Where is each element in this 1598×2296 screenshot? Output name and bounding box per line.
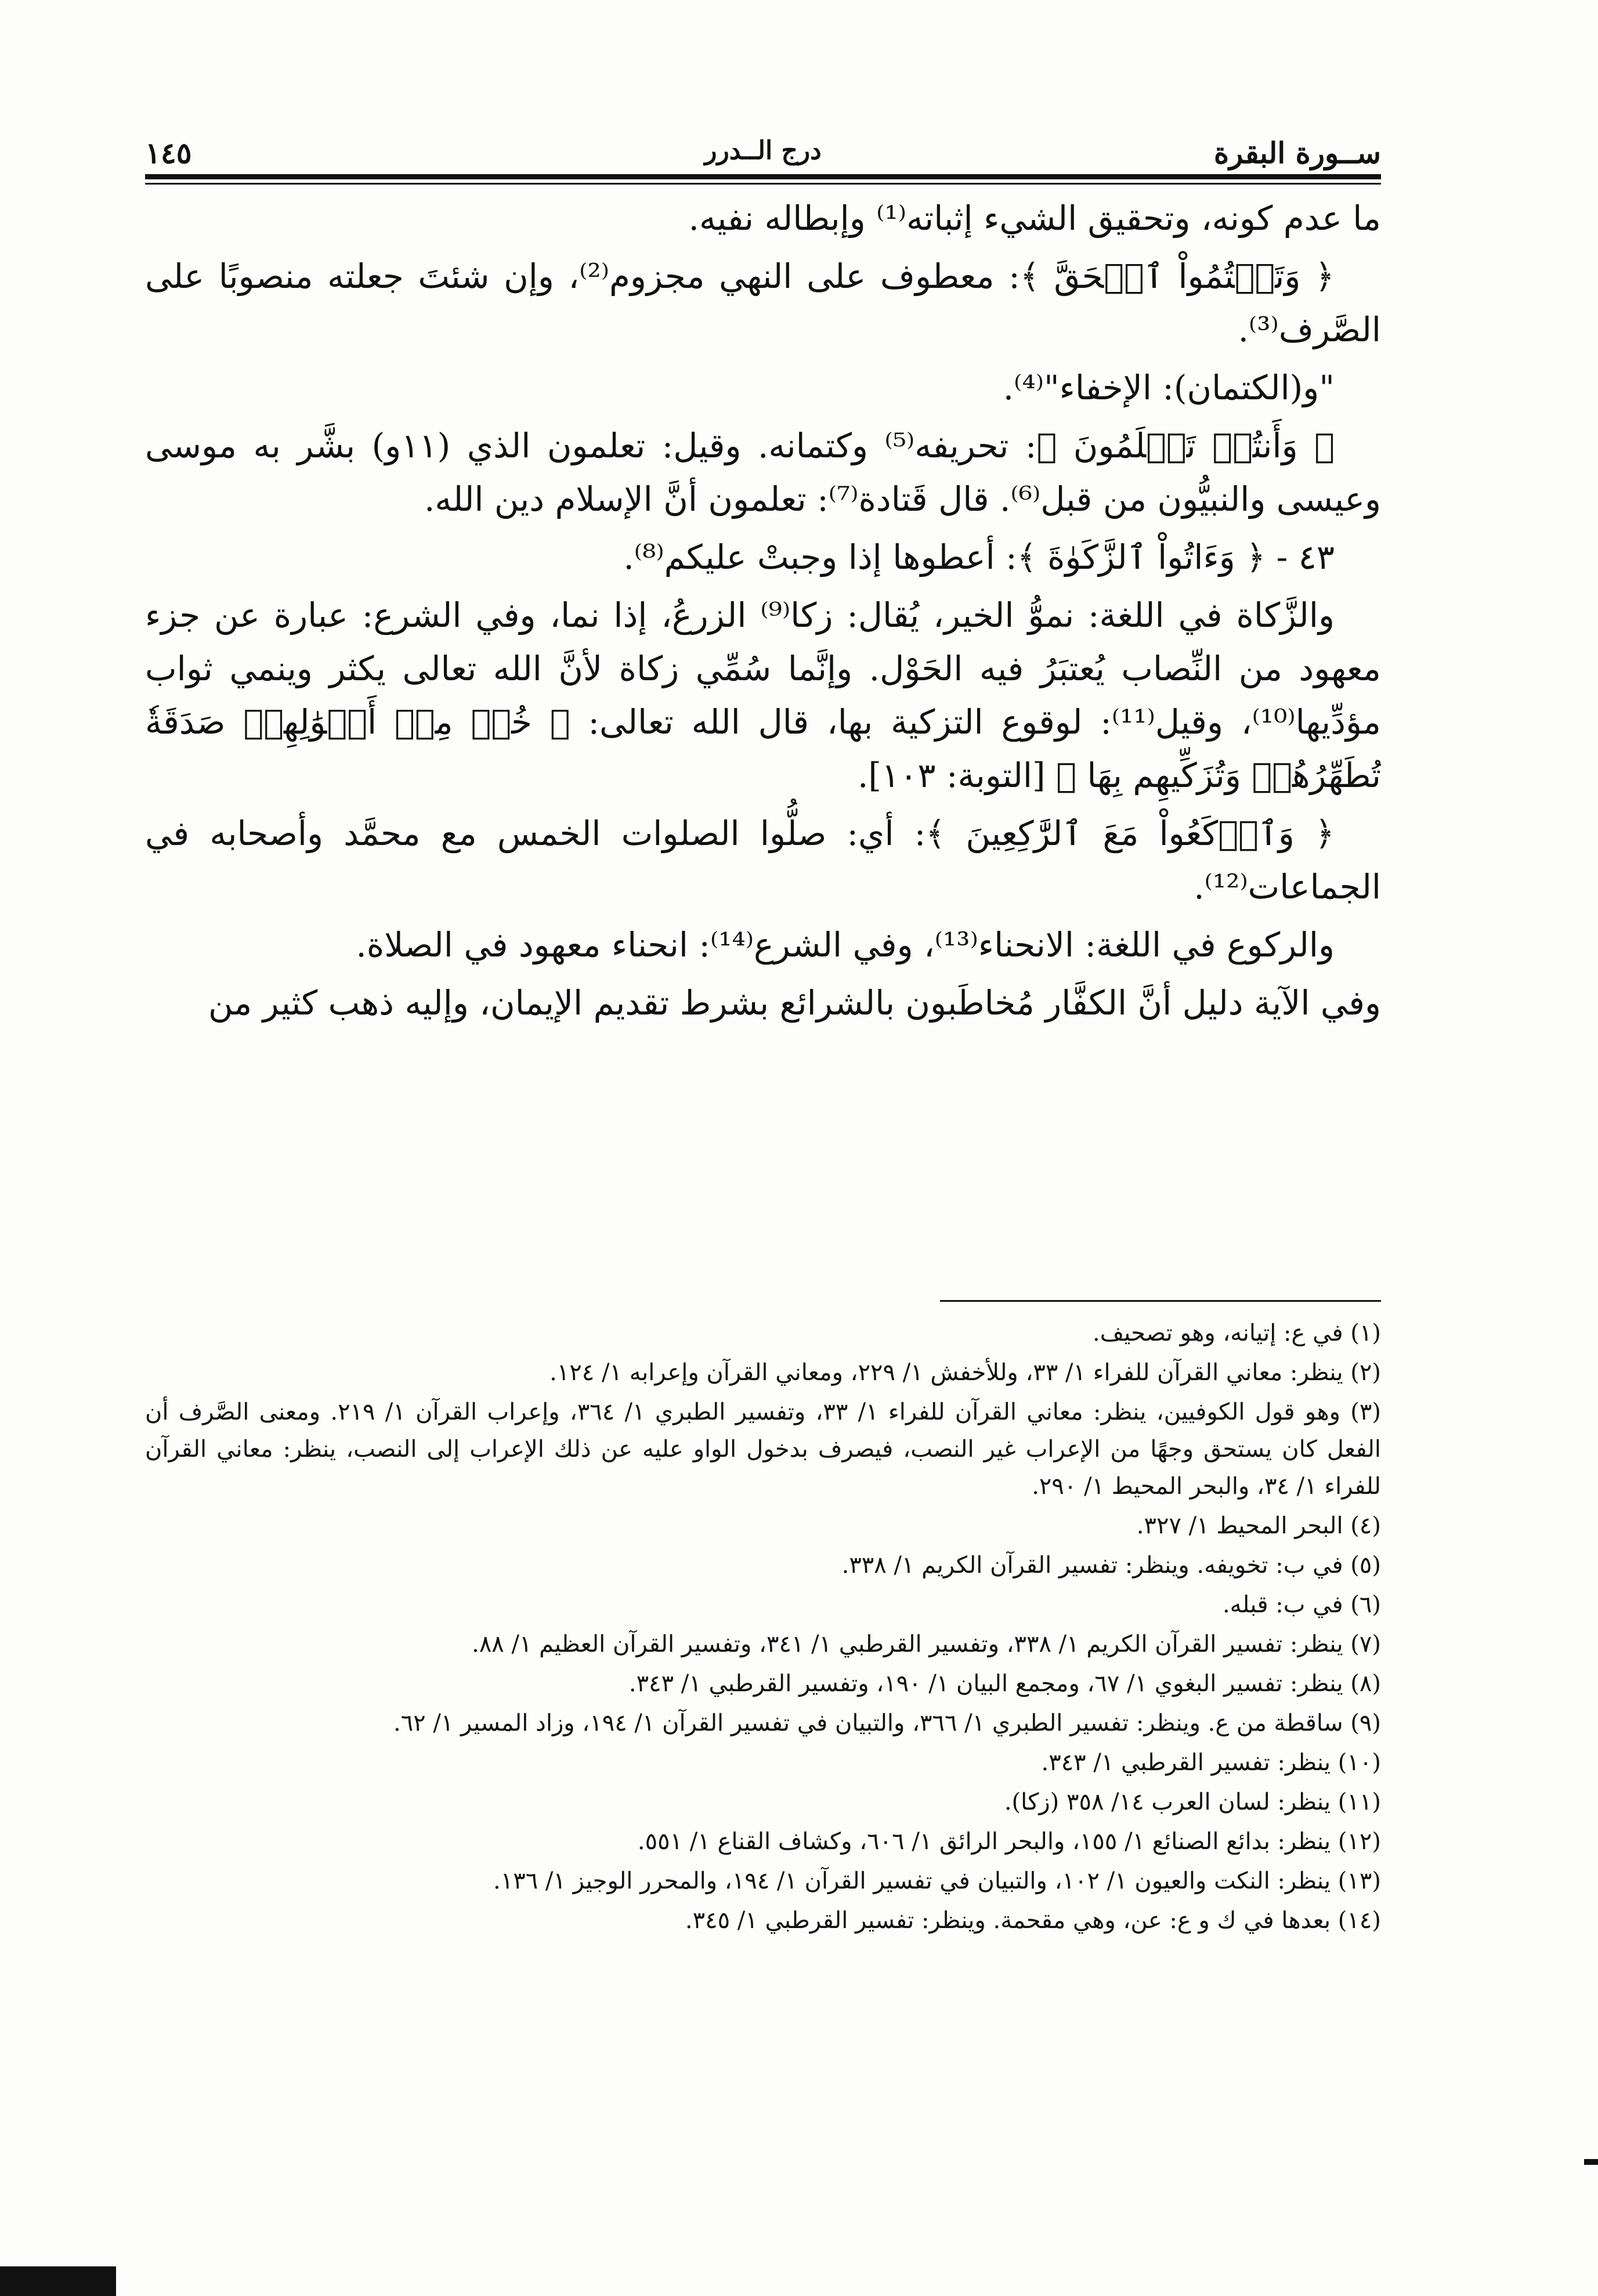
running-header (145, 132, 1381, 173)
footnote: (١١) ينظر: لسان العرب ١٤/ ٣٥٨ (زكا). (1004, 1789, 1381, 1815)
header-rule-thin (145, 183, 1381, 185)
footnote: (٢) ينظر: معاني القرآن للفراء ١/ ٣٣، وللأخفش ١/ ٢٢٩، ومعاني القرآن وإعرابه ١/ ١٢٤. (549, 1359, 1381, 1386)
footnote: (٤) البحر المحيط ١/ ٣٢٧. (1136, 1512, 1381, 1539)
footnote: (٦) في ب: قبله. (1222, 1591, 1381, 1618)
footnote: (١٢) ينظر: بدائع الصنائع ١/ ١٥٥، والبحر الرائق ١/ ٦٠٦، وكشاف القناع ١/ ٥٥١. (637, 1828, 1381, 1855)
footnote: (٧) ينظر: تفسير القرآن الكريم ١/ ٣٣٨، وتفسير القرطبي ١/ ٣٤١، وتفسير القرآن العظيم ١/ ٨٨. (472, 1631, 1381, 1658)
body-paragraph: وفي الآية دليل أنَّ الكفَّار مُخاطَبون بالشرائع بشرط تقديم الإيمان، وإليه ذهب كثير من (208, 983, 1381, 1023)
footnote: (١٠) ينظر: تفسير القرطبي ١/ ٣٤٣. (1041, 1749, 1381, 1776)
footnote: (١٤) بعدها في ك و ع: عن، وهي مقحمة. وينظر: تفسير القرطبي ١/ ٣٤٥. (685, 1907, 1381, 1934)
header-book-title: درج الــدرر (704, 136, 822, 165)
scan-edge-mark (1584, 2159, 1598, 2165)
header-surah-title: ســورة البقرة (1213, 136, 1381, 170)
body-paragraph: والركوع في اللغة: الانحناء⁽¹³⁾، وفي الشرع⁽¹⁴⁾: انحناء معهود في الصلاة. (356, 925, 1335, 965)
body-paragraph: "و(الكتمان): الإخفاء"⁽⁴⁾. (1003, 368, 1335, 407)
body-paragraph: ﴿ وَأَنتُمۡ تَعۡلَمُونَ ﴾: تحريفه⁽⁵⁾ وكتمانه. وقيل: تعلمون الذي (١١و) بشَّر به موسى وعيسى والنبيُّون من قبل⁽⁶⁾. قال قَتادة⁽⁷⁾: تعلمون أنَّ الإسلام دين الله. (145, 426, 1381, 519)
body-paragraph: ﴿ وَٱرۡكَعُواْ مَعَ ٱلرَّٰكِعِينَ ﴾: أي: صلُّوا الصلوات الخمس مع محمَّد وأصحابه في الجماعات⁽¹²⁾. (145, 814, 1381, 907)
footnote-separator (940, 1300, 1381, 1302)
footnote: (١٣) ينظر: النكت والعيون ١/ ١٠٢، والتبيان في تفسير القرآن ١/ ١٩٤، والمحرر الوجيز ١/ ١٣٦. (493, 1868, 1381, 1894)
header-rule-thick (145, 174, 1381, 179)
footnote: (٣) وهو قول الكوفيين، ينظر: معاني القرآن للفراء ١/ ٣٣، وتفسير الطبري ١/ ٣٦٤، وإعراب القرآن ١/ ٢١٩. ومعنى الصَّرف أن الفعل كان يستحق وجهًا من الإعراب غير النصب، فيصرف بدخول الواو عليه عن ذلك الإعراب إلى النصب، ينظر: معاني القرآن للفراء ١/ ٣٤، والبحر المحيط ١/ ٢٩٠. (145, 1399, 1381, 1500)
footnote: (٩) ساقطة من ع. وينظر: تفسير الطبري ١/ ٣٦٦، والتبيان في تفسير القرآن ١/ ١٩٤، وزاد المسير ١/ ٦٢. (393, 1710, 1381, 1737)
body-paragraph: ٤٣ - ﴿ وَءَاتُواْ ٱلزَّكَوٰةَ ﴾: أعطوها إذا وجبتْ عليكم⁽⁸⁾. (623, 537, 1335, 577)
body-paragraph: ﴿ وَتَكۡتُمُواْ ٱلۡحَقَّ ﴾: معطوف على النهي مجزوم⁽²⁾، وإن شئتَ جعلته منصوبًا على الصَّرف⁽³⁾. (145, 257, 1381, 349)
main-text (145, 192, 1381, 1230)
scan-edge-mark (0, 2266, 116, 2296)
footnote: (١) في ع: إتيانه، وهو تصحيف. (1093, 1320, 1381, 1346)
body-paragraph: والزَّكاة في اللغة: نموُّ الخير، يُقال: زكا⁽⁹⁾ الزرعُ، إذا نما، وفي الشرع: عبارة عن جزء معهود من النِّصاب يُعتبَرُ فيه الحَوْل. وإنَّما سُمِّي زكاة لأنَّ الله تعالى يكثر وينمي ثواب مؤدِّيها⁽¹⁰⁾، وقيل⁽¹¹⁾: لوقوع التزكية بها، قال الله تعالى: ﴿ خُذۡ مِنۡ أَمۡوَٰلِهِمۡ صَدَقَةٗ تُطَهِّرُهُمۡ وَتُزَكِّيهِم بِهَا ﴾ [التوبة: ١٠٣]. (145, 595, 1381, 795)
footnote: (٥) في ب: تخويفه. وينظر: تفسير القرآن الكريم ١/ ٣٣٨. (841, 1552, 1381, 1579)
page-number: ١٤٥ (145, 136, 192, 170)
footnote: (٨) ينظر: تفسير البغوي ١/ ٦٧، ومجمع البيان ١/ ١٩٠، وتفسير القرطبي ١/ ٣٤٣. (628, 1670, 1381, 1697)
footnotes (145, 1315, 1381, 2162)
body-paragraph: ما عدم كونه، وتحقيق الشيء إثباته⁽¹⁾ وإبطاله نفيه. (688, 198, 1381, 238)
